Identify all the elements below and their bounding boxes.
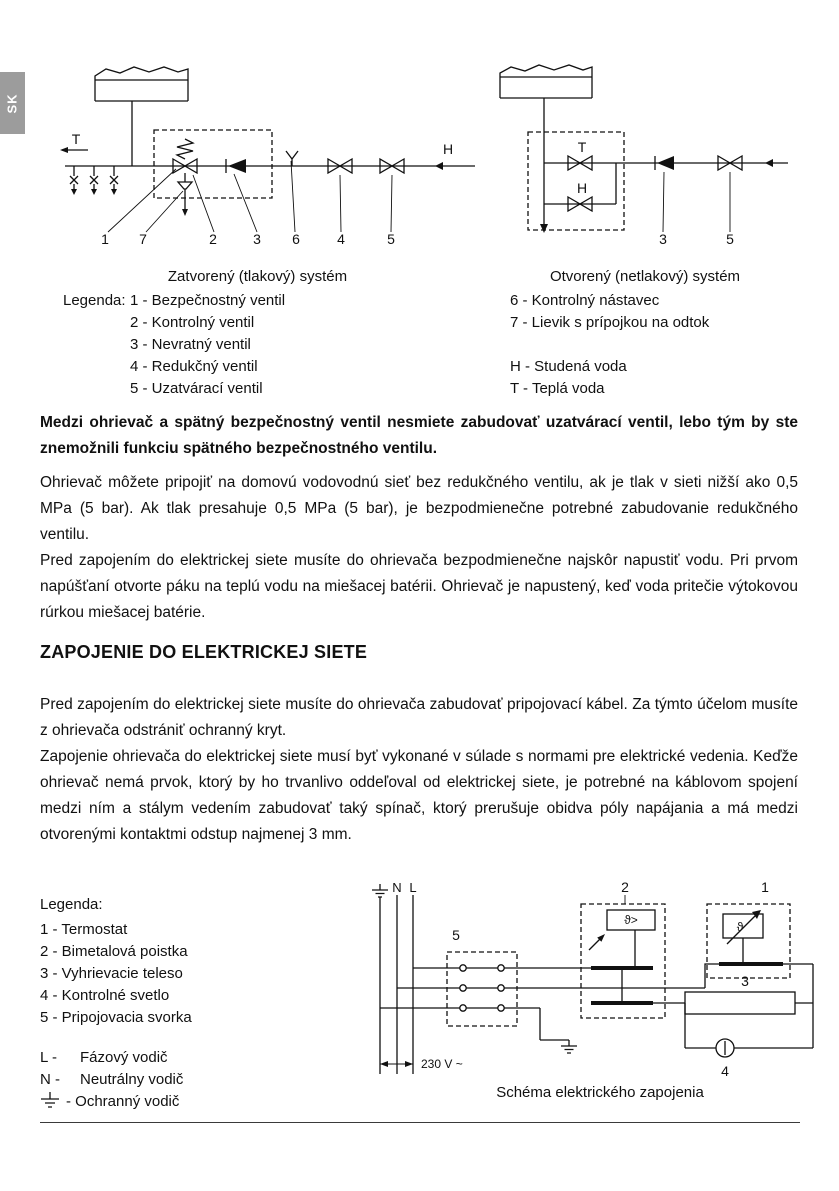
earth-ground-icon: [372, 884, 388, 897]
section-heading: ZAPOJENIE DO ELEKTRICKEJ SIETE: [40, 642, 368, 662]
closed-system-caption: Zatvorený (tlakový) systém: [167, 268, 348, 285]
electric-legend-title: Legenda:: [40, 896, 103, 913]
legend-item: 4 - Redukčný ventil: [130, 358, 258, 375]
closed-system-diagram: [60, 67, 475, 247]
outlet-symbols: [70, 166, 118, 195]
voltage-label: 230 V ~: [421, 1057, 463, 1071]
thermostat-symbol-text: ϑ: [736, 920, 744, 934]
leader-lines: [663, 172, 730, 232]
legend-item: 4 - Kontrolné svetlo: [40, 987, 170, 1004]
open-system-caption: Otvorený (netlakový) systém: [549, 268, 741, 285]
label-h: H: [442, 141, 454, 157]
label-r3: 3: [659, 231, 667, 247]
warning-paragraph: Medzi ohrievač a spätný bezpečnostný ventil nesmiete zabudovať uzatvárací ventil, lebo tým by ste znemožnili funkciu spätného bezpečnostného ventilu.: [40, 414, 798, 457]
heating-element-symbol: [685, 992, 795, 1014]
language-tab: [0, 72, 25, 134]
label-2: 2: [209, 231, 217, 247]
bimetal-fuse-box: [581, 904, 665, 1018]
label-4: 4: [721, 1063, 729, 1079]
bottom-rule: [40, 1122, 800, 1123]
check-valve-symbol: [655, 156, 674, 170]
label-4: 4: [337, 231, 345, 247]
legend-item: 3 - Nevratný ventil: [130, 336, 251, 353]
legend-item: 1 - Termostat: [40, 921, 128, 938]
body-text-block-1: [40, 470, 798, 626]
fuse-symbol-text: ϑ>: [624, 913, 638, 927]
terminal-block-symbol: [460, 965, 504, 1011]
thermostat-box: [707, 904, 790, 978]
paragraph-1: Ohrievač môžete pripojiť na domovú vodovodnú sieť bez redukčného ventilu, ak je tlak v sieti nižší ako 0,5 MPa (5 bar). Ak tlak presahuje 0,5 MPa (5 bar), je bezpodmienečne potrebné zabudovanie redukčného ventilu.: [40, 474, 798, 543]
legend-item: 2 - Kontrolný ventil: [130, 314, 255, 331]
label-1: 1: [101, 231, 109, 247]
wire-n-symbol: N -: [40, 1071, 60, 1088]
language-tab-label: SK: [5, 92, 20, 114]
body-text-block-2: [40, 692, 798, 848]
water-legend-title: Legenda:: [63, 292, 126, 309]
paragraph-3: Pred zapojením do elektrickej siete musíte do ohrievača zabudovať pripojovací kábel. Za týmto účelom musíte z ohrievača odstrániť ochranný kryt.: [40, 696, 798, 739]
label-2: 2: [621, 879, 629, 895]
control-lamp-symbol: [716, 1039, 734, 1057]
electric-schematic: [335, 878, 825, 1108]
check-valve-symbol: [226, 159, 246, 173]
tank-symbol: [500, 65, 592, 98]
paragraph-2: Pred zapojením do elektrickej siete musíte do ohrievača bezpodmienečne najskôr napustiť vodu. Pri prvom napúšťaní otvorte páku na teplú vodu na miešacej batérii. Ohrievač je napustený, keď voda pritečie výtokovou rúrkou miešacej batérie.: [40, 552, 798, 621]
pipe: [65, 101, 475, 166]
legend-item: H - Studená voda: [510, 358, 627, 375]
legend-item: 7 - Lievik s prípojkou na odtok: [510, 314, 710, 331]
wires: [380, 968, 460, 1008]
paragraph-4: Zapojenie ohrievača do elektrickej siete musí byť vykonané v súlade s normami pre elektrické vedenia. Keďže ohrievač nemá prvok, ktorý by ho trvanlivo oddeľoval od elektrickej siete, je potrebné na káblovom spojení medzi ním a stálym vedením zabudovať taký spínač, ktorý prerušuje obidva póly napájania a má medzi otvorenými kontaktmi odstup najmenej 3 mm.: [40, 748, 798, 843]
label-rt: T: [577, 139, 587, 155]
legend-item: 3 - Vyhrievacie teleso: [40, 965, 183, 982]
label-5: 5: [387, 231, 395, 247]
wires: [653, 964, 813, 1048]
label-l: L: [409, 880, 417, 895]
label-1: 1: [761, 879, 769, 895]
wire-n-label: Neutrálny vodič: [80, 1071, 184, 1088]
wire-l-label: Fázový vodič: [80, 1049, 168, 1066]
tank-symbol: [95, 67, 188, 101]
control-nozzle-symbol: [286, 151, 298, 166]
label-5: 5: [452, 927, 460, 943]
label-3: 3: [253, 231, 261, 247]
legend-item: 5 - Pripojovacia svorka: [40, 1009, 192, 1026]
label-3: 3: [741, 973, 749, 989]
label-r5: 5: [726, 231, 734, 247]
thermostat-symbol: [719, 910, 783, 966]
legend-item: 5 - Uzatvárací ventil: [130, 380, 263, 397]
legend-item: 2 - Bimetalová poistka: [40, 943, 188, 960]
safety-group-box: [154, 130, 272, 198]
label-n: N: [392, 880, 402, 895]
plumbing-diagrams: [30, 56, 820, 271]
legend-item: 1 - Bezpečnostný ventil: [130, 292, 286, 309]
legend-item: 6 - Kontrolný nástavec: [510, 292, 660, 309]
earth-ground-icon: [38, 1091, 62, 1109]
inlet-arrow: [765, 159, 773, 167]
open-system-diagram: [500, 65, 788, 247]
schematic-caption: Schéma elektrického zapojenia: [496, 1084, 704, 1101]
bimetal-fuse-symbol: [589, 910, 655, 1005]
safety-valve-symbol: [173, 139, 197, 173]
cold-water-arrow: [435, 162, 443, 170]
label-rh: H: [576, 180, 588, 196]
wire-pe-label: - Ochranný vodič: [66, 1093, 180, 1110]
supply-lines: [380, 895, 413, 1074]
wire-l-symbol: L -: [40, 1049, 57, 1066]
terminal-block-box: [447, 952, 517, 1026]
legend-item: T - Teplá voda: [510, 380, 605, 397]
label-6: 6: [292, 231, 300, 247]
label-t: T: [71, 131, 81, 147]
earth-ground-icon: [561, 1040, 577, 1053]
label-7: 7: [139, 231, 147, 247]
